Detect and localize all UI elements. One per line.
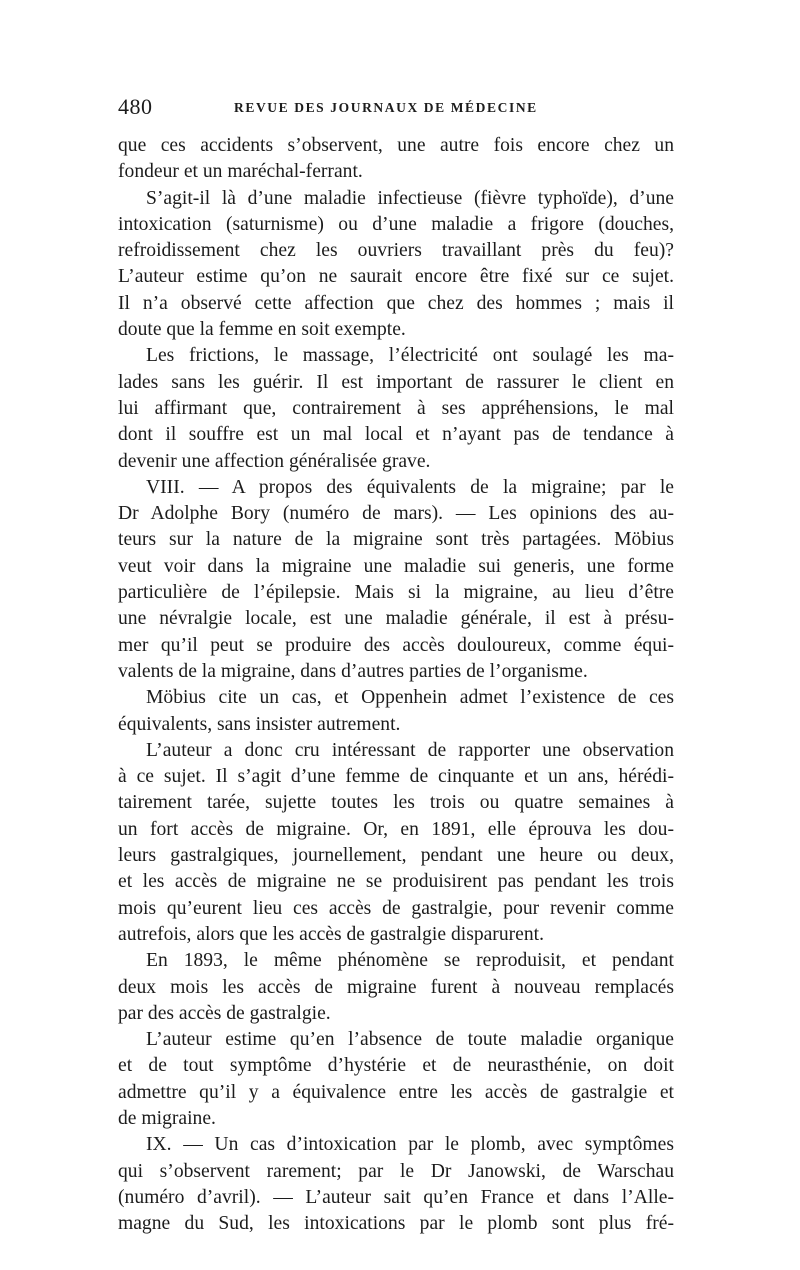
text-line: tairement tarée, sujette toutes les trois ou quatre semaines à (118, 792, 674, 814)
text-line: deux mois les accès de migraine furent à nouveau remplacés (118, 976, 674, 998)
text-line: un fort accès de migraine. Or, en 1891, elle éprouva les dou- (118, 818, 674, 840)
text-line: S’agit-il là d’une maladie infectieuse (fièvre typhoïde), d’une (146, 187, 674, 209)
text-line: fondeur et un maréchal-ferrant. (118, 161, 363, 183)
text-line: mois qu’eurent lieu ces accès de gastralgie, pour revenir comme (118, 897, 674, 919)
text-line: refroidissement chez les ouvriers travaillant près du feu)? (118, 240, 674, 262)
text-line: et les accès de migraine ne se produisirent pas pendant les trois (118, 871, 674, 893)
text-line: par des accès de gastralgie. (118, 1002, 331, 1024)
text-line: L’auteur a donc cru intéressant de rapporter une observation (146, 739, 674, 761)
text-line-italic-frigore: intoxication (saturnisme) ou d’une maladie a frigore (douches, (118, 213, 674, 235)
text-line: et de tout symptôme d’hystérie et de neurasthénie, on doit (118, 1055, 674, 1077)
text-line: particulière de l’épilepsie. Mais si la migraine, au lieu d’être (118, 582, 674, 604)
text-line: équivalents, sans insister autrement. (118, 713, 401, 735)
text-line: autrefois, alors que les accès de gastralgie disparurent. (118, 923, 544, 945)
text-line: qui s’observent rarement; par le Dr Janowski, de Warschau (118, 1160, 674, 1182)
text-line: En 1893, le même phénomène se reproduisit, et pendant (146, 950, 674, 972)
section-heading-viii: VIII. — A propos des équivalents de la migraine; par le (146, 476, 674, 498)
text-line: teurs sur la nature de la migraine sont très partagées. Möbius (118, 529, 674, 551)
text-line: doute que la femme en soit exempte. (118, 319, 406, 341)
text-line: une névralgie locale, est une maladie générale, il est à présu- (118, 608, 674, 630)
text-line: dont il souffre est un mal local et n’ayant pas de tendance à (118, 424, 674, 446)
text-line: Möbius cite un cas, et Oppenhein admet l’existence de ces (146, 687, 674, 709)
page-number: 480 (118, 94, 153, 119)
text-line: lui affirmant que, contrairement à ses appréhensions, le mal (118, 397, 674, 419)
page-header (118, 94, 678, 124)
section-heading-ix: IX. — Un cas d’intoxication par le plomb, avec symptômes (146, 1134, 674, 1156)
text-line: valents de la migraine, dans d’autres parties de l’organisme. (118, 660, 588, 682)
text-line: Les frictions, le massage, l’électricité ont soulagé les ma- (146, 345, 674, 367)
text-line: veut voir dans la migraine une maladie sui generis, une forme (118, 555, 674, 577)
text-line: leurs gastralgiques, journellement, pendant une heure ou deux, (118, 845, 674, 867)
text-line: admettre qu’il y a équivalence entre les accès de gastralgie et (118, 1081, 674, 1103)
text-line: L’auteur estime qu’en l’absence de toute maladie organique (146, 1029, 674, 1051)
text-line: (numéro d’avril). — L’auteur sait qu’en France et dans l’Alle- (118, 1186, 674, 1208)
text-line: lades sans les guérir. Il est important de rassurer le client en (118, 371, 674, 393)
text-line: à ce sujet. Il s’agit d’une femme de cinquante et un ans, hérédi- (118, 766, 674, 788)
text-line: magne du Sud, les intoxications par le plomb sont plus fré- (118, 1213, 674, 1235)
text-line: mer qu’il peut se produire des accès douloureux, comme équi- (118, 634, 674, 656)
text-line: de migraine. (118, 1107, 216, 1129)
text-line: Dr Adolphe Bory (numéro de mars). — Les opinions des au- (118, 503, 674, 525)
text-line: L’auteur estime qu’on ne saurait encore être fixé sur ce sujet. (118, 266, 674, 288)
text-line: que ces accidents s’observent, une autre fois encore chez un (118, 135, 674, 156)
text-line: Il n’a observé cette affection que chez des hommes ; mais il (118, 292, 674, 314)
text-line: devenir une affection généralisée grave. (118, 450, 431, 472)
body-text (118, 133, 674, 1237)
running-head: REVUE DES JOURNAUX DE MÉDECINE (234, 100, 538, 115)
